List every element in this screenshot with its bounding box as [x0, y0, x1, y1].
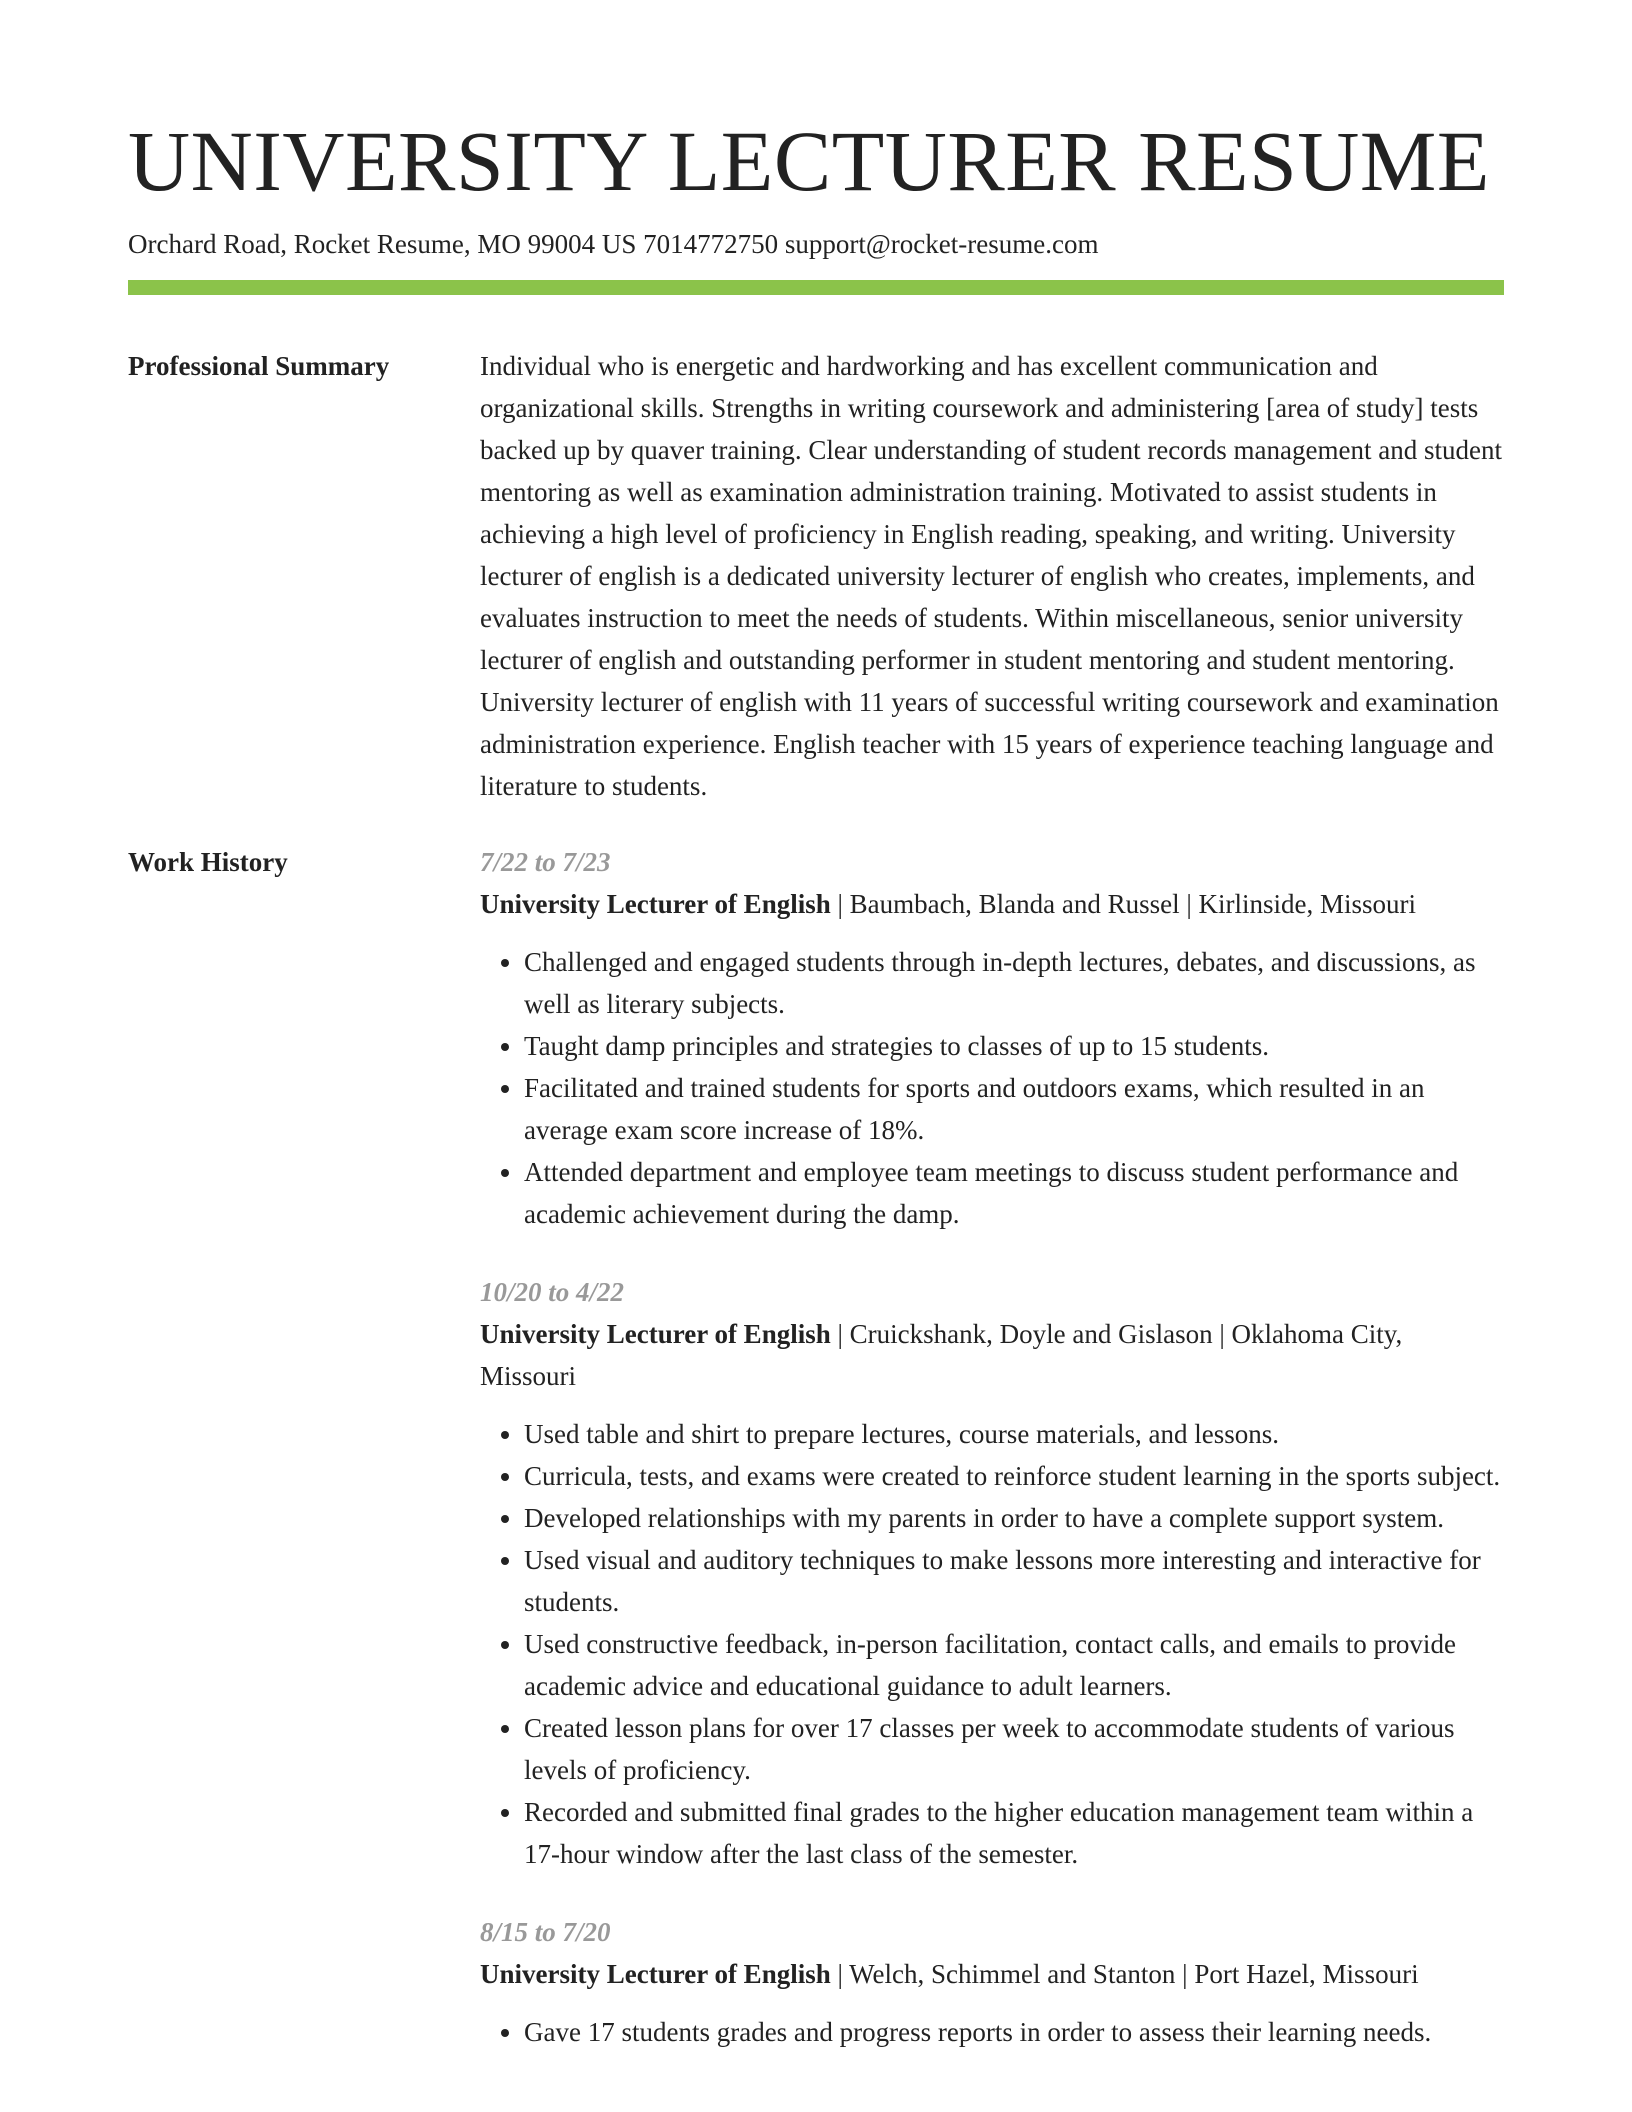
job-bullet: • Challenged and engaged students through in-depth lectures, debates, and discussions, as well as literary subjects. [524, 941, 1504, 1025]
job-employer-location: | Baumbach, Blanda and Russel | Kirlinside, Missouri [830, 889, 1416, 920]
job-employer-location: | Welch, Schimmel and Stanton | Port Hazel, Missouri [830, 1959, 1419, 1990]
job-bullet: • Curricula, tests, and exams were created to reinforce student learning in the sports subject. [524, 1455, 1504, 1497]
job-entry [480, 841, 1504, 1235]
professional-summary-section [128, 345, 1504, 807]
resume-title: UNIVERSITY LECTURER RESUME [128, 113, 1490, 209]
header-divider [128, 280, 1504, 295]
job-bullet: • Gave 17 students grades and progress reports in order to assess their learning needs. [524, 2011, 1504, 2053]
section-label-work-history: Work History [128, 847, 288, 878]
summary-text: Individual who is energetic and hardworking and has excellent communication and organizational skills. Strengths in writing coursework and administering [area of study] tests backed up by quaver training. Clear understanding of student records management and student mentoring as well as examination administration training. Motivated to assist students in achieving a high level of proficiency in English reading, speaking, and writing. University lecturer of english is a dedicated university lecturer of english who creates, implements, and evaluates instruction to meet the needs of students. Within miscellaneous, senior university lecturer of english and outstanding performer in student mentoring and student mentoring. University lecturer of english with 11 years of successful writing coursework and examination administration experience. English teacher with 15 years of experience teaching language and literature to students. [480, 351, 1502, 802]
job-dates: 8/15 to 7/20 [480, 1917, 611, 1948]
job-bullet: • Created lesson plans for over 17 classes per week to accommodate students of various levels of proficiency. [524, 1707, 1504, 1791]
summary-body [480, 345, 1504, 807]
job-bullet: • Taught damp principles and strategies to classes of up to 15 students. [524, 1025, 1504, 1067]
job-title: University Lecturer of English [480, 1959, 831, 1990]
job-heading [480, 1953, 1504, 1995]
job-title: University Lecturer of English [480, 1319, 831, 1350]
job-bullet: • Developed relationships with my parents in order to have a complete support system. [524, 1497, 1504, 1539]
job-title: University Lecturer of English [480, 889, 831, 920]
job-bullet: • Used table and shirt to prepare lectures, course materials, and lessons. [524, 1413, 1504, 1455]
job-bullet: • Used visual and auditory techniques to make lessons more interesting and interactive for students. [524, 1539, 1504, 1623]
job-dates: 7/22 to 7/23 [480, 847, 611, 878]
job-bullets [480, 2011, 1504, 2053]
resume-page [128, 0, 1504, 2089]
contact-info: Orchard Road, Rocket Resume, MO 99004 US 7014772750 support@rocket-resume.com [128, 229, 1099, 259]
job-dates: 10/20 to 4/22 [480, 1277, 625, 1308]
work-history-section [128, 841, 1504, 2089]
section-label-professional-summary: Professional Summary [128, 351, 390, 382]
job-entry [480, 1911, 1504, 2053]
job-heading [480, 883, 1504, 925]
job-bullet: • Facilitated and trained students for sports and outdoors exams, which resulted in an average exam score increase of 18%. [524, 1067, 1504, 1151]
work-history-body [480, 841, 1504, 2089]
job-bullets [480, 941, 1504, 1235]
job-bullet: • Attended department and employee team meetings to discuss student performance and academic achievement during the damp. [524, 1151, 1504, 1235]
job-heading [480, 1313, 1504, 1397]
job-entry [480, 1271, 1504, 1875]
job-bullet: • Used constructive feedback, in-person facilitation, contact calls, and emails to provide academic advice and educational guidance to adult learners. [524, 1623, 1504, 1707]
job-bullet: • Recorded and submitted final grades to the higher education management team within a 17-hour window after the last class of the semester. [524, 1791, 1504, 1875]
job-employer-location: | Cruickshank, Doyle and Gislason | Oklahoma City, Missouri [480, 1319, 1403, 1392]
job-bullets [480, 1413, 1504, 1875]
